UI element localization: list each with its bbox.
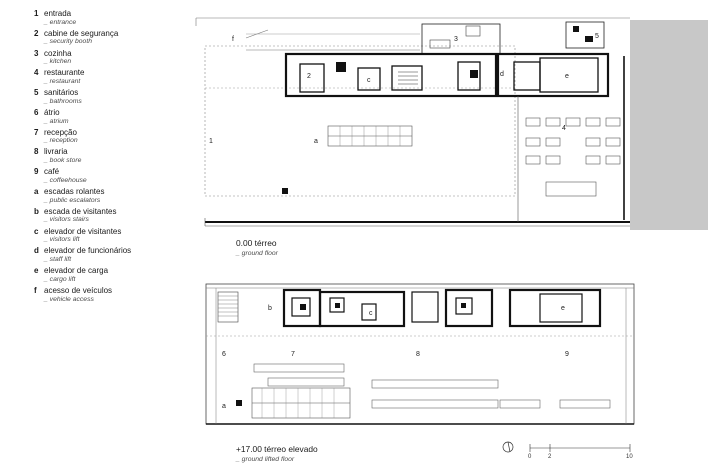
lifted-floor-title: +17.00 térreo elevado	[236, 444, 318, 454]
legend-key: c	[34, 226, 39, 236]
label-c: c	[367, 77, 371, 84]
ground-floor-plan	[196, 18, 708, 230]
legend-key: 7	[34, 127, 39, 137]
lifted-core	[284, 290, 600, 326]
grey-site-area	[630, 20, 708, 230]
ground-escalators	[328, 126, 412, 146]
label-b: b	[268, 305, 272, 312]
ground-floor-subtitle: _ ground floor	[236, 250, 278, 257]
label-a: a	[314, 138, 318, 145]
legend-key: 8	[34, 147, 39, 157]
label-a-lifted: a	[222, 403, 226, 410]
label-5: 5	[595, 33, 599, 40]
lifted-floor-subtitle: _ ground lifted floor	[236, 456, 295, 463]
north-arrow-icon	[503, 442, 513, 452]
legend-key: 2	[34, 28, 39, 38]
legend-term-pt: elevador de carga	[44, 266, 109, 276]
restaurant-tables	[526, 118, 620, 196]
legend-term-pt: entrada	[44, 9, 72, 18]
legend-key: 9	[34, 167, 39, 177]
legend-key: 6	[34, 107, 39, 117]
legend-term-pt: escada de visitantes	[44, 206, 117, 216]
legend-term-pt: acesso de veículos	[44, 285, 113, 295]
legend-term-en: _ coffeehouse	[44, 176, 87, 184]
ground-core	[286, 54, 608, 96]
legend-term-pt: café	[44, 167, 60, 177]
scale-tick-2: 2	[548, 454, 552, 460]
legend-term-pt: elevador de funcionários	[44, 246, 132, 256]
lifted-floor-caption	[236, 444, 318, 463]
legend-term-pt: escadas rolantes	[44, 187, 105, 197]
legend-term-pt: recepção	[44, 127, 77, 137]
label-d: d	[500, 71, 504, 78]
legend-term-en: _ public escalators	[44, 196, 101, 204]
legend-key: 5	[34, 88, 39, 98]
legend-term-pt: cozinha	[44, 48, 72, 58]
legend-term-en: _ atrium	[44, 117, 69, 125]
label-2: 2	[307, 73, 311, 80]
legend-key: d	[34, 246, 39, 256]
legend-key: e	[34, 266, 39, 276]
label-e: e	[565, 73, 569, 80]
legend-term-en: _ entrance	[44, 18, 77, 26]
bookstore-shelves	[254, 364, 610, 408]
ground-floor-caption	[236, 238, 278, 257]
label-4: 4	[562, 125, 566, 132]
legend-term-en: _ visitors stairs	[44, 216, 89, 224]
legend-key: 4	[34, 68, 39, 78]
label-6: 6	[222, 351, 226, 358]
legend-term-en: _ staff lift	[44, 255, 72, 263]
label-7: 7	[291, 351, 295, 358]
label-f: f	[232, 36, 234, 43]
label-1: 1	[209, 138, 213, 145]
legend-term-en: _ reception	[44, 137, 78, 145]
legend-term-en: _ security booth	[44, 38, 92, 46]
legend-term-pt: sanitários	[44, 88, 79, 98]
label-9: 9	[565, 351, 569, 358]
legend-term-pt: átrio	[44, 107, 60, 117]
legend-term-en: _ kitchen	[44, 58, 72, 66]
legend-term-en: _ visitors lift	[44, 236, 80, 244]
label-8: 8	[416, 351, 420, 358]
legend-term-pt: cabine de segurança	[44, 28, 119, 38]
legend-term-pt: restaurante	[44, 68, 85, 78]
legend-key: 3	[34, 48, 39, 58]
legend-term-en: _ restaurant	[44, 77, 81, 85]
legend-key: f	[34, 285, 37, 295]
legend-term-pt: livraria	[44, 147, 68, 157]
label-3: 3	[454, 36, 458, 43]
scale-bar	[528, 444, 633, 460]
legend-term-en: _ vehicle access	[44, 295, 94, 303]
legend-key: a	[34, 187, 39, 197]
ground-floor-title: 0.00 térreo	[236, 238, 277, 248]
lifted-escalators	[252, 388, 350, 418]
label-c-lifted: c	[369, 310, 373, 317]
legend-term-pt: elevador de visitantes	[44, 226, 122, 236]
scale-tick-0: 0	[528, 454, 532, 460]
legend-key: b	[34, 206, 39, 216]
legend-term-en: _ book store	[44, 157, 82, 165]
scale-tick-10: 10	[626, 454, 633, 460]
label-e-lifted: e	[561, 305, 565, 312]
legend-term-en: _ bathrooms	[44, 97, 82, 105]
legend-key: 1	[34, 9, 39, 18]
legend-term-en: _ cargo lift	[44, 275, 76, 283]
